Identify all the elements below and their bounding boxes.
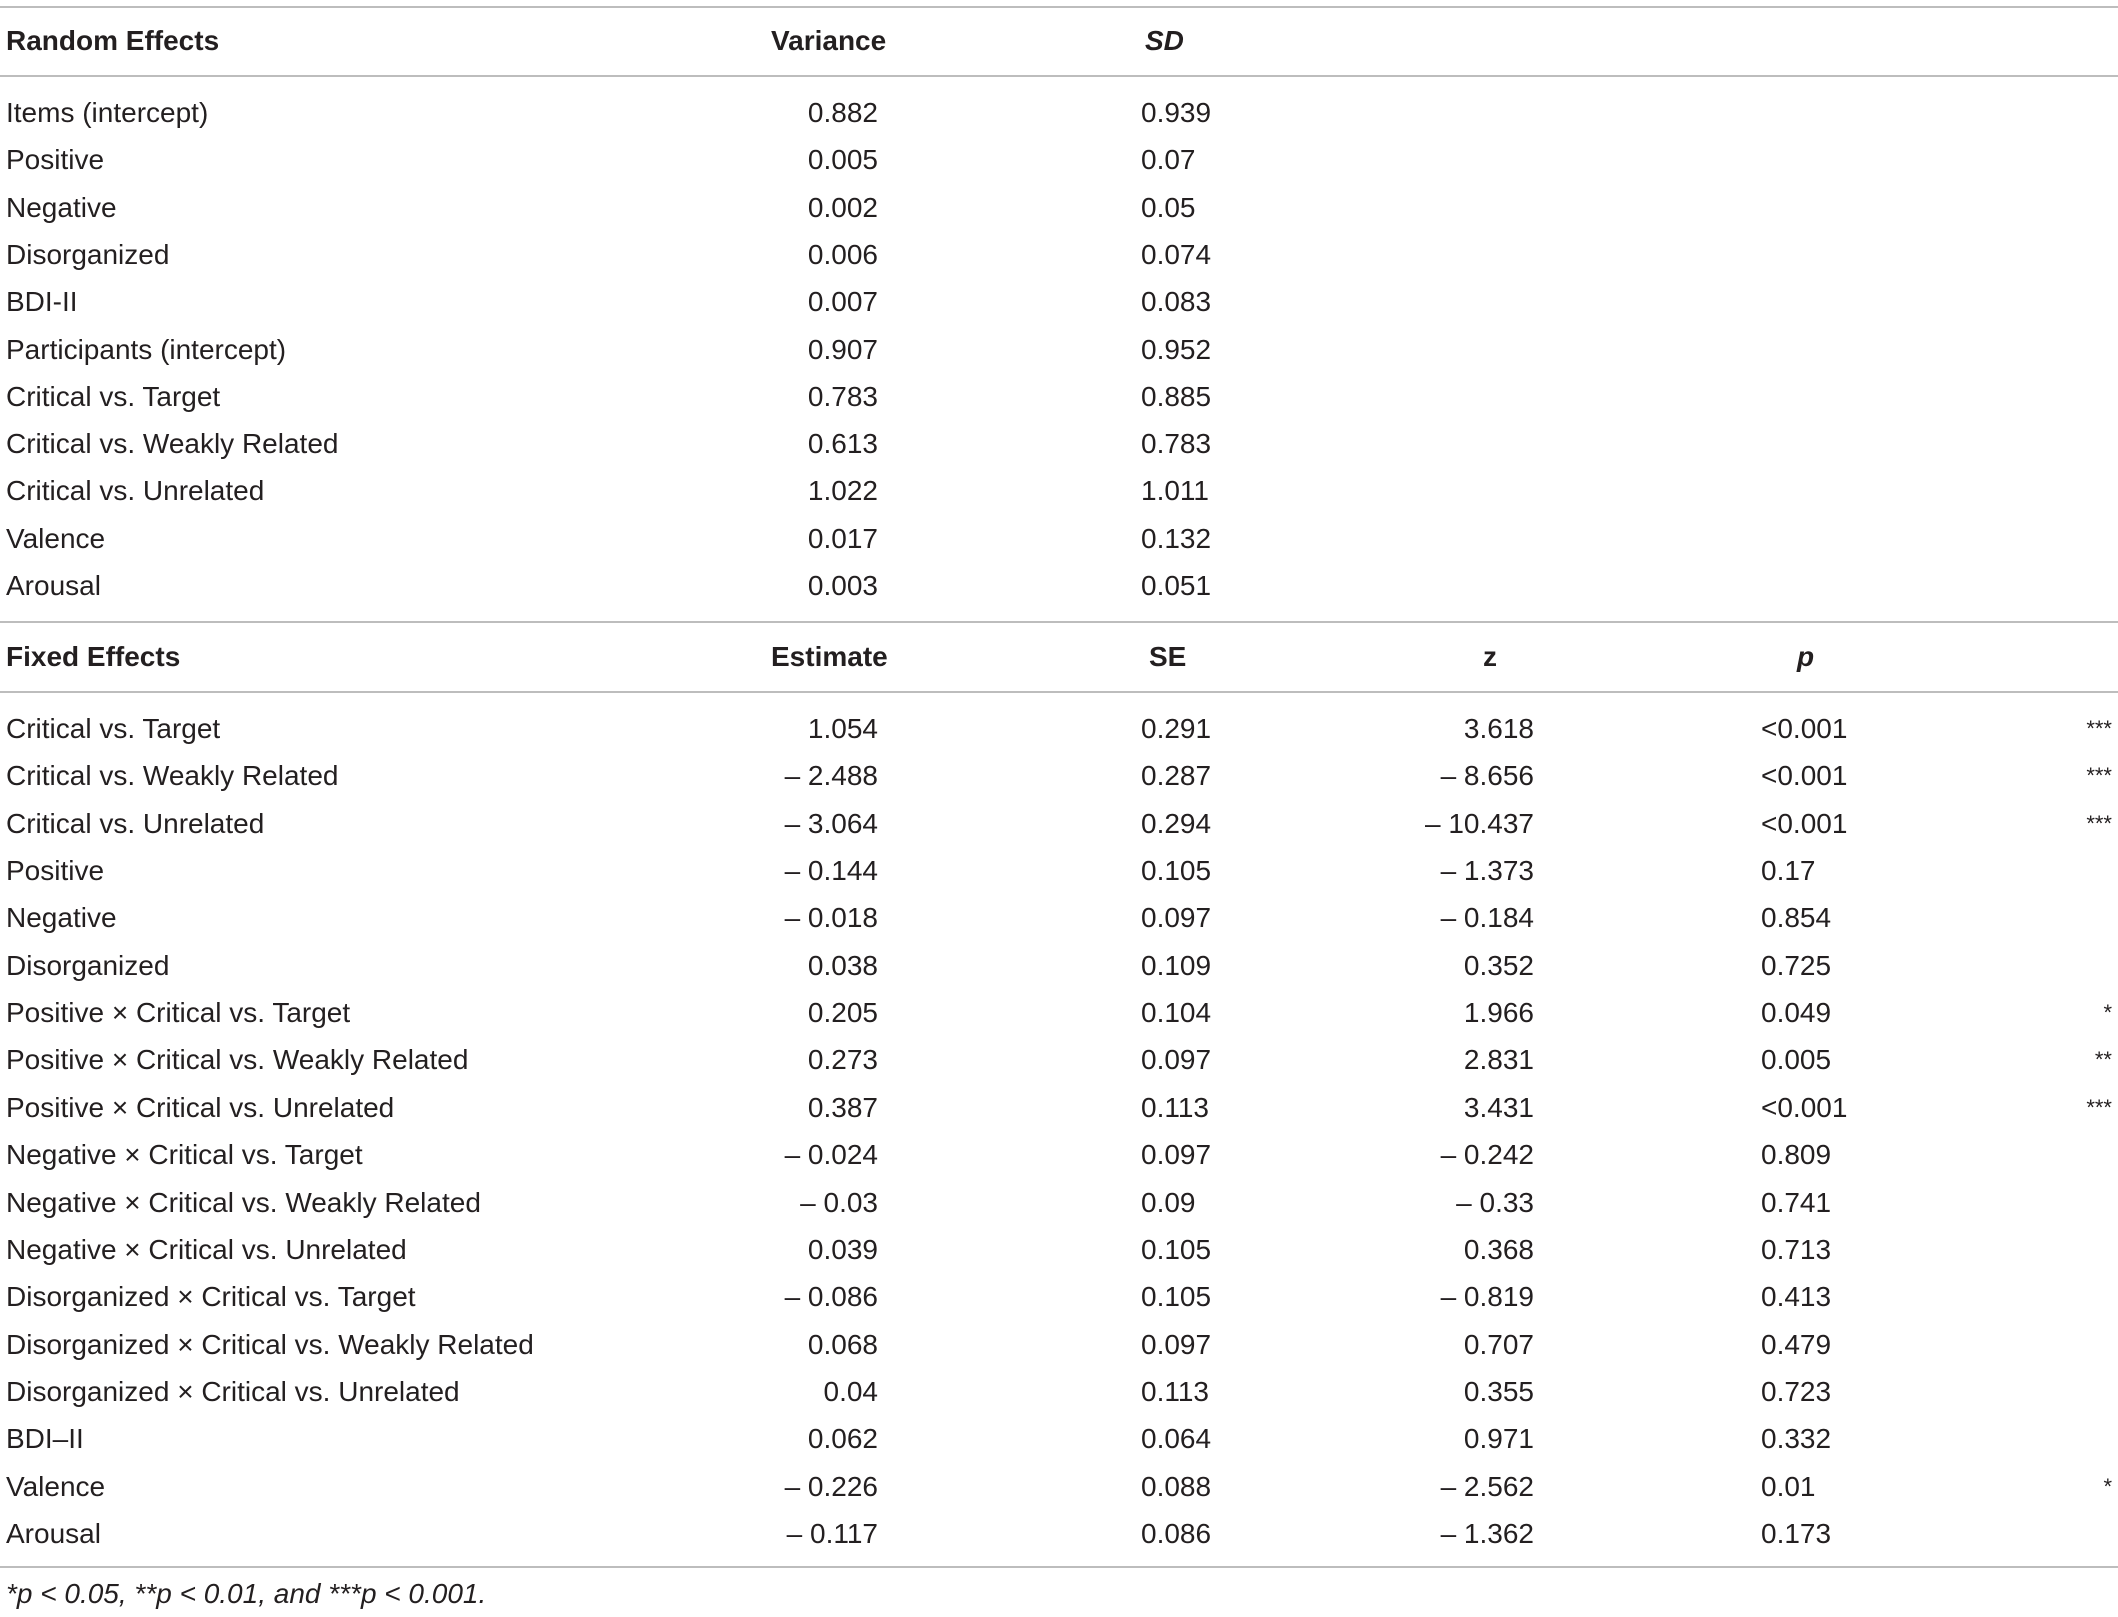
random-effects-row: [0, 278, 2118, 325]
random-header-rule: [0, 75, 2118, 77]
p-value: <0.001: [1761, 760, 1848, 792]
p-value: 0.854: [1761, 902, 1832, 934]
fixed-effects-row: [0, 1131, 2118, 1178]
effect-label: Critical vs. Weakly Related: [6, 760, 339, 792]
fixed-effects-header: Fixed Effects: [6, 641, 181, 672]
se-value: 0.294: [1141, 807, 1212, 839]
effect-label: Positive × Critical vs. Target: [6, 997, 351, 1029]
se-value: 0.097: [1141, 1328, 1212, 1360]
p-value: 0.725: [1761, 949, 1832, 981]
fixed-effects-header-row: [0, 633, 2118, 680]
fixed-effects-row: [0, 894, 2118, 941]
effect-label: Items (intercept): [6, 97, 209, 128]
significance-marker: **: [2094, 1047, 2112, 1073]
effect-label: BDI-II: [6, 286, 78, 318]
fixed-effects-row: [0, 989, 2118, 1036]
z-value: 0.971: [1463, 1423, 1534, 1455]
variance-value: 1.022: [807, 475, 878, 507]
random-effects-row: [0, 136, 2118, 183]
sd-value: 0.083: [1141, 286, 1212, 318]
se-value: 0.109: [1141, 949, 1212, 981]
random-effects-row: [0, 231, 2118, 278]
effect-label: Critical vs. Weakly Related: [6, 428, 339, 460]
effect-label: BDI–II: [6, 1423, 84, 1455]
effect-label: Critical vs. Target: [6, 380, 221, 412]
se-value: 0.113: [1141, 1091, 1209, 1123]
bottom-rule: [0, 1566, 2118, 1568]
p-value: 0.332: [1761, 1423, 1832, 1455]
p-value: 0.479: [1761, 1328, 1832, 1360]
fixed-effects-row: [0, 1463, 2118, 1510]
fixed-effects-row: [0, 1368, 2118, 1415]
effect-label: Negative: [6, 902, 117, 934]
fixed-effects-row: [0, 1084, 2118, 1131]
random-effects-row: [0, 515, 2118, 562]
random-effects-header: Random Effects: [6, 25, 220, 56]
effect-label: Positive: [6, 144, 105, 176]
random-effects-row: [0, 373, 2118, 420]
se-value: 0.086: [1141, 1517, 1212, 1549]
se-value: 0.097: [1141, 1139, 1212, 1171]
p-value: 0.17: [1761, 855, 1816, 887]
fixed-effects-row: [0, 1179, 2118, 1226]
fixed-effects-row: [0, 1226, 2118, 1273]
effect-label: Positive × Critical vs. Weakly Related: [6, 1044, 469, 1076]
p-value: <0.001: [1761, 807, 1848, 839]
z-value: 2.831: [1463, 1044, 1534, 1076]
se-value: 0.113: [1141, 1375, 1209, 1407]
fixed-effects-row: [0, 705, 2118, 752]
p-value: 0.01: [1761, 1470, 1816, 1502]
p-value: 0.413: [1761, 1281, 1832, 1313]
z-header: z: [1483, 641, 1497, 672]
fixed-effects-row: [0, 847, 2118, 894]
p-value: 0.741: [1761, 1186, 1832, 1218]
effect-label: Disorganized × Critical vs. Unrelated: [6, 1375, 460, 1407]
significance-marker: *: [2103, 1473, 2112, 1499]
random-effects-row: [0, 467, 2118, 514]
estimate-value: 0.068: [807, 1328, 878, 1360]
z-value: – 0.242: [1440, 1139, 1534, 1171]
estimate-value: – 0.03: [800, 1186, 878, 1218]
effect-label: Critical vs. Unrelated: [6, 807, 265, 839]
z-value: – 0.184: [1440, 902, 1534, 934]
effect-label: Participants (intercept): [6, 333, 287, 365]
z-value: – 0.33: [1456, 1186, 1534, 1218]
p-value: 0.809: [1761, 1139, 1832, 1171]
z-value: 3.618: [1463, 713, 1534, 744]
se-value: 0.287: [1141, 760, 1212, 792]
se-value: 0.09: [1141, 1186, 1196, 1218]
sd-value: 0.783: [1141, 428, 1212, 460]
estimate-value: – 0.024: [784, 1139, 878, 1171]
random-effects-row: [0, 326, 2118, 373]
effect-label: Valence: [6, 1470, 106, 1502]
random-effects-row: [0, 89, 2118, 136]
variance-value: 0.002: [807, 191, 878, 223]
estimate-value: 0.205: [807, 997, 878, 1029]
sd-value: 0.132: [1141, 522, 1212, 554]
estimate-value: – 2.488: [784, 760, 878, 792]
p-value: <0.001: [1761, 1091, 1848, 1123]
estimate-value: 0.038: [807, 949, 878, 981]
random-effects-row: [0, 184, 2118, 231]
significance-footnote: *p < 0.05, **p < 0.01, and ***p < 0.001.: [6, 1578, 487, 1609]
z-value: – 8.656: [1440, 760, 1534, 792]
fixed-effects-row: [0, 942, 2118, 989]
effect-label: Negative × Critical vs. Target: [6, 1139, 363, 1171]
z-value: 0.355: [1463, 1375, 1534, 1407]
z-value: 3.431: [1463, 1091, 1534, 1123]
fixed-effects-row: [0, 1415, 2118, 1462]
sd-value: 0.885: [1141, 380, 1212, 412]
significance-marker: ***: [2086, 716, 2112, 741]
p-value: 0.723: [1761, 1375, 1832, 1407]
effect-label: Arousal: [6, 570, 101, 601]
sd-value: 0.051: [1141, 570, 1212, 601]
effect-label: Positive × Critical vs. Unrelated: [6, 1091, 395, 1123]
se-value: 0.088: [1141, 1470, 1212, 1502]
p-value: 0.005: [1761, 1044, 1832, 1076]
variance-value: 0.005: [807, 144, 878, 176]
sd-value: 1.011: [1141, 475, 1209, 507]
se-value: 0.097: [1141, 1044, 1212, 1076]
estimate-value: – 3.064: [784, 807, 878, 839]
z-value: – 1.362: [1440, 1517, 1534, 1549]
estimate-value: – 0.144: [784, 855, 878, 887]
estimate-value: 0.039: [807, 1233, 878, 1265]
effect-label: Critical vs. Unrelated: [6, 475, 265, 507]
random-effects-row: [0, 562, 2118, 609]
estimate-header: Estimate: [771, 641, 888, 672]
effect-label: Negative: [6, 191, 117, 223]
se-header: SE: [1149, 641, 1187, 672]
effect-label: Negative × Critical vs. Weakly Related: [6, 1186, 481, 1218]
variance-header: Variance: [771, 25, 887, 56]
sd-value: 0.074: [1141, 238, 1212, 270]
se-value: 0.105: [1141, 1281, 1212, 1313]
section-rule: [0, 621, 2118, 623]
effect-label: Disorganized: [6, 238, 170, 270]
sd-header: SD: [1145, 25, 1184, 56]
variance-value: 0.003: [807, 570, 878, 601]
sd-value: 0.05: [1141, 191, 1196, 223]
z-value: 0.707: [1463, 1328, 1534, 1360]
effect-label: Valence: [6, 522, 106, 554]
effect-label: Disorganized: [6, 949, 170, 981]
estimate-value: – 0.226: [784, 1470, 878, 1502]
fixed-effects-row: [0, 800, 2118, 847]
random-effects-header-row: [0, 17, 2118, 64]
z-value: 0.352: [1463, 949, 1534, 981]
sd-value: 0.939: [1141, 97, 1212, 128]
fixed-effects-row: [0, 1036, 2118, 1083]
significance-marker: ***: [2086, 810, 2112, 836]
estimate-value: 0.062: [807, 1423, 878, 1455]
se-value: 0.105: [1141, 855, 1212, 887]
variance-value: 0.017: [807, 522, 878, 554]
fixed-effects-row: [0, 1510, 2118, 1557]
estimate-value: 0.04: [823, 1375, 878, 1407]
effect-label: Arousal: [6, 1517, 101, 1549]
se-value: 0.064: [1141, 1423, 1212, 1455]
estimate-value: – 0.018: [784, 902, 878, 934]
se-value: 0.097: [1141, 902, 1212, 934]
p-value: 0.049: [1761, 997, 1832, 1029]
estimate-value: 0.387: [807, 1091, 878, 1123]
random-effects-row: [0, 420, 2118, 467]
fixed-effects-row: [0, 1273, 2118, 1320]
se-value: 0.105: [1141, 1233, 1212, 1265]
significance-marker: ***: [2086, 1094, 2112, 1120]
z-value: – 0.819: [1440, 1281, 1534, 1313]
fixed-header-rule: [0, 691, 2118, 693]
top-rule: [0, 6, 2118, 8]
variance-value: 0.006: [807, 238, 878, 270]
effect-label: Negative × Critical vs. Unrelated: [6, 1233, 407, 1265]
z-value: 0.368: [1463, 1233, 1534, 1265]
z-value: – 1.373: [1440, 855, 1534, 887]
estimate-value: – 0.117: [786, 1517, 878, 1549]
p-value: 0.173: [1761, 1517, 1832, 1549]
p-value: <0.001: [1761, 713, 1848, 744]
p-header: p: [1797, 641, 1815, 672]
p-value: 0.713: [1761, 1233, 1832, 1265]
z-value: 1.966: [1463, 997, 1534, 1029]
effect-label: Disorganized × Critical vs. Weakly Related: [6, 1328, 534, 1360]
fixed-effects-row: [0, 752, 2118, 799]
variance-value: 0.783: [807, 380, 878, 412]
variance-value: 0.882: [807, 97, 878, 128]
sd-value: 0.952: [1141, 333, 1212, 365]
estimate-value: 1.054: [807, 713, 878, 744]
significance-marker: ***: [2086, 763, 2112, 789]
fixed-effects-row: [0, 1321, 2118, 1368]
se-value: 0.291: [1141, 713, 1212, 744]
se-value: 0.104: [1141, 997, 1212, 1029]
estimate-value: – 0.086: [784, 1281, 878, 1313]
significance-marker: *: [2103, 1000, 2112, 1026]
effect-label: Critical vs. Target: [6, 713, 221, 744]
z-value: – 2.562: [1440, 1470, 1534, 1502]
estimate-value: 0.273: [807, 1044, 878, 1076]
variance-value: 0.907: [807, 333, 878, 365]
z-value: – 10.437: [1425, 807, 1534, 839]
effect-label: Positive: [6, 855, 105, 887]
sd-value: 0.07: [1141, 144, 1196, 176]
variance-value: 0.613: [807, 428, 878, 460]
effect-label: Disorganized × Critical vs. Target: [6, 1281, 416, 1313]
variance-value: 0.007: [807, 286, 878, 318]
